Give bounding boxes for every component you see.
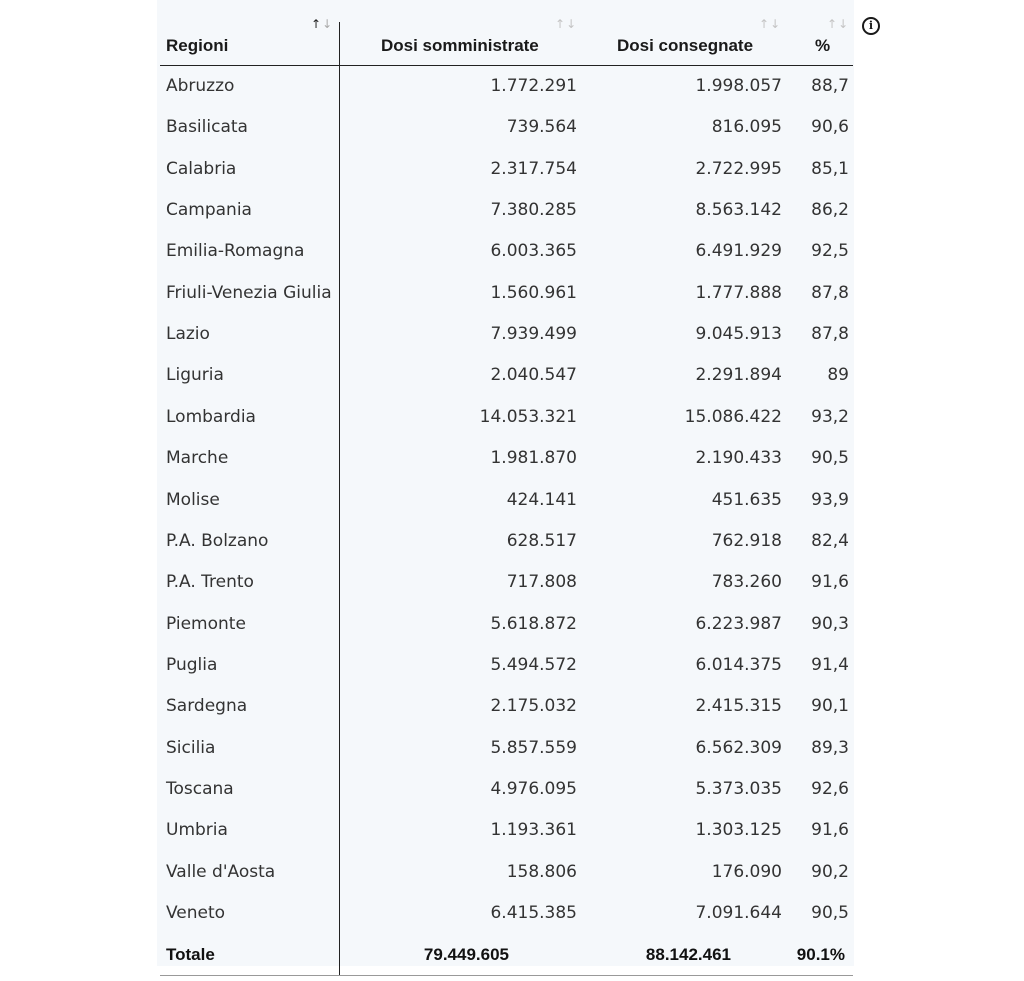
cell-delivered: 176.090 bbox=[711, 861, 782, 882]
cell-region: Lombardia bbox=[166, 406, 256, 427]
cell-percent: 90,2 bbox=[811, 861, 849, 882]
cell-administered: 7.939.499 bbox=[490, 324, 577, 345]
cell-percent: 90,5 bbox=[811, 903, 849, 923]
cell-administered: 14.053.321 bbox=[479, 406, 577, 427]
cell-region: Marche bbox=[166, 448, 229, 469]
table-row bbox=[0, 66, 1024, 107]
cell-percent: 93,9 bbox=[811, 489, 849, 510]
table-row bbox=[0, 728, 1024, 769]
cell-region: P.A. Trento bbox=[166, 572, 254, 593]
cell-administered: 739.564 bbox=[506, 117, 577, 138]
cell-delivered: 6.014.375 bbox=[695, 654, 782, 675]
cell-region: Sicilia bbox=[166, 737, 216, 758]
cell-delivered: 783.260 bbox=[711, 572, 782, 593]
sort-administered-icon[interactable]: ↑↓ bbox=[555, 17, 578, 31]
cell-region: Molise bbox=[166, 489, 220, 510]
table-row bbox=[0, 107, 1024, 148]
table-row bbox=[0, 314, 1024, 355]
cell-administered: 5.494.572 bbox=[490, 654, 577, 675]
table-row bbox=[0, 893, 1024, 934]
cell-region: Campania bbox=[166, 200, 252, 221]
info-icon[interactable]: i bbox=[862, 17, 880, 35]
total-delivered: 88.142.461 bbox=[645, 945, 731, 964]
cell-delivered: 816.095 bbox=[711, 117, 782, 138]
header-regioni[interactable]: Regioni bbox=[166, 36, 229, 55]
cell-percent: 87,8 bbox=[811, 282, 849, 303]
cell-percent: 92,5 bbox=[811, 241, 849, 262]
table-row bbox=[0, 810, 1024, 851]
table-row bbox=[0, 231, 1024, 272]
total-administered: 79.449.605 bbox=[423, 945, 509, 964]
cell-percent: 89 bbox=[827, 365, 849, 386]
cell-region: Calabria bbox=[166, 158, 237, 179]
table-row bbox=[0, 769, 1024, 810]
cell-administered: 6.003.365 bbox=[490, 241, 577, 262]
cell-region: Liguria bbox=[166, 365, 224, 386]
cell-delivered: 8.563.142 bbox=[695, 200, 782, 221]
cell-administered: 424.141 bbox=[506, 489, 577, 510]
cell-region: Veneto bbox=[166, 903, 226, 923]
cell-delivered: 762.918 bbox=[711, 530, 782, 551]
cell-administered: 2.040.547 bbox=[490, 365, 577, 386]
table-row bbox=[0, 645, 1024, 686]
cell-administered: 2.317.754 bbox=[490, 158, 577, 179]
cell-region: Basilicata bbox=[166, 117, 248, 138]
cell-delivered: 7.091.644 bbox=[695, 903, 782, 923]
cell-administered: 5.618.872 bbox=[490, 613, 577, 634]
cell-percent: 92,6 bbox=[811, 778, 849, 799]
cell-delivered: 6.562.309 bbox=[695, 737, 782, 758]
cell-percent: 86,2 bbox=[811, 200, 849, 221]
total-label: Totale bbox=[166, 945, 215, 964]
cell-region: Umbria bbox=[166, 820, 228, 841]
cell-region: Puglia bbox=[166, 654, 218, 675]
cell-delivered: 2.722.995 bbox=[695, 158, 782, 179]
table-row bbox=[0, 562, 1024, 603]
cell-region: Sardegna bbox=[166, 696, 248, 717]
table-row bbox=[0, 438, 1024, 479]
cell-region: Emilia-Romagna bbox=[166, 241, 305, 262]
cell-administered: 6.415.385 bbox=[490, 903, 577, 923]
table-row bbox=[0, 852, 1024, 893]
table-row bbox=[0, 480, 1024, 521]
cell-delivered: 15.086.422 bbox=[684, 406, 782, 427]
cell-percent: 91,4 bbox=[811, 654, 849, 675]
table-row bbox=[0, 397, 1024, 438]
cell-administered: 1.193.361 bbox=[490, 820, 577, 841]
table-bottom-border bbox=[160, 975, 853, 976]
table-row bbox=[0, 149, 1024, 190]
header-delivered[interactable]: Dosi consegnate bbox=[617, 36, 754, 55]
cell-region: Abruzzo bbox=[166, 76, 235, 96]
cell-administered: 628.517 bbox=[506, 530, 577, 551]
cell-delivered: 1.998.057 bbox=[695, 76, 782, 96]
cell-administered: 158.806 bbox=[506, 861, 577, 882]
cell-percent: 87,8 bbox=[811, 324, 849, 345]
cell-region: Toscana bbox=[166, 778, 234, 799]
cell-administered: 1.981.870 bbox=[490, 448, 577, 469]
table-row bbox=[0, 604, 1024, 645]
header-administered[interactable]: Dosi somministrate bbox=[381, 36, 539, 55]
cell-percent: 88,7 bbox=[811, 76, 849, 96]
header-percent[interactable]: % bbox=[815, 36, 831, 55]
cell-delivered: 2.415.315 bbox=[695, 696, 782, 717]
cell-delivered: 451.635 bbox=[711, 489, 782, 510]
cell-delivered: 2.190.433 bbox=[695, 448, 782, 469]
cell-delivered: 6.223.987 bbox=[695, 613, 782, 634]
cell-region: Lazio bbox=[166, 324, 210, 345]
cell-delivered: 1.777.888 bbox=[695, 282, 782, 303]
cell-administered: 7.380.285 bbox=[490, 200, 577, 221]
table-row bbox=[0, 521, 1024, 562]
cell-percent: 82,4 bbox=[811, 530, 849, 551]
table-row bbox=[0, 355, 1024, 396]
cell-delivered: 1.303.125 bbox=[695, 820, 782, 841]
cell-region: Piemonte bbox=[166, 613, 246, 634]
total-row bbox=[0, 934, 1024, 975]
cell-percent: 90,5 bbox=[811, 448, 849, 469]
cell-administered: 2.175.032 bbox=[490, 696, 577, 717]
cell-percent: 90,3 bbox=[811, 613, 849, 634]
cell-percent: 90,1 bbox=[811, 696, 849, 717]
cell-administered: 1.560.961 bbox=[490, 282, 577, 303]
table-row bbox=[0, 686, 1024, 727]
sort-regioni-icon[interactable]: ↑↓ bbox=[311, 17, 334, 31]
table-row bbox=[0, 273, 1024, 314]
cell-percent: 93,2 bbox=[811, 406, 849, 427]
table-row bbox=[0, 190, 1024, 231]
cell-administered: 5.857.559 bbox=[490, 737, 577, 758]
cell-delivered: 6.491.929 bbox=[695, 241, 782, 262]
cell-delivered: 9.045.913 bbox=[695, 324, 782, 345]
cell-region: Valle d'Aosta bbox=[166, 861, 276, 882]
cell-percent: 85,1 bbox=[811, 158, 849, 179]
total-percent: 90.1% bbox=[796, 945, 845, 964]
cell-region: P.A. Bolzano bbox=[166, 530, 269, 551]
sort-percent-icon[interactable]: ↑↓ bbox=[827, 17, 850, 31]
cell-percent: 91,6 bbox=[811, 820, 849, 841]
cell-delivered: 5.373.035 bbox=[695, 778, 782, 799]
cell-delivered: 2.291.894 bbox=[695, 365, 782, 386]
cell-percent: 90,6 bbox=[811, 117, 849, 138]
cell-administered: 1.772.291 bbox=[490, 76, 577, 96]
sort-delivered-icon[interactable]: ↑↓ bbox=[759, 17, 782, 31]
cell-percent: 91,6 bbox=[811, 572, 849, 593]
cell-administered: 717.808 bbox=[506, 572, 577, 593]
cell-administered: 4.976.095 bbox=[490, 778, 577, 799]
cell-percent: 89,3 bbox=[811, 737, 849, 758]
cell-region: Friuli-Venezia Giulia bbox=[166, 282, 332, 303]
